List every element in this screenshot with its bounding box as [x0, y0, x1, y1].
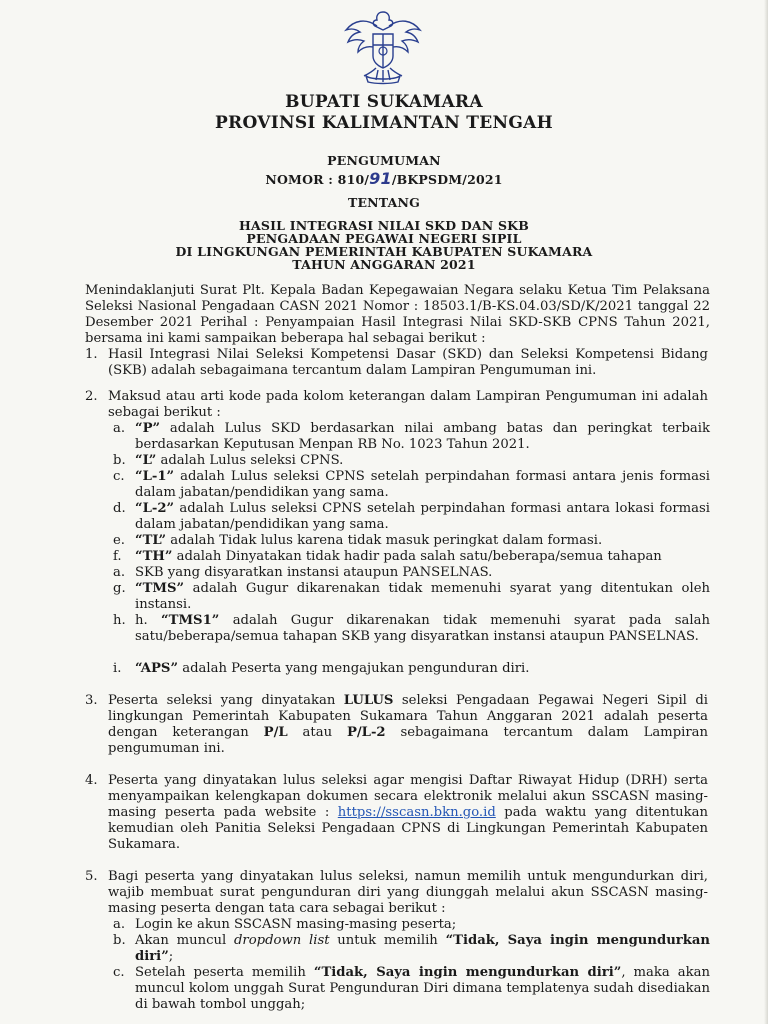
- item3-part-c: seleksi Pengadaan Pegawai Negeri Sipil di lingkungan Pemerintah Kabupaten Sukamara Tahun Anggaran 2021 adalah peserta dengan keterangan: [108, 693, 709, 740]
- step-c-part2: , maka akan muncul kolom unggah Surat Pengunduran Diri dimana templatenya sudah disediakan di bawah tombol unggah;: [135, 965, 710, 1012]
- code-item-tms1: [135, 613, 710, 645]
- header-province: PROVINSI KALIMANTAN TENGAH: [214, 113, 554, 133]
- code-tms-desc: adalah Gugur dikarenakan tidak memenuhi syarat yang ditentukan oleh instansi.: [135, 581, 710, 612]
- item-text-3: [108, 693, 708, 757]
- step-c-bold: “Tidak, Saya ingin mengundurkan diri”: [313, 965, 622, 980]
- code-aps-desc: adalah Peserta yang mengajukan pengunduran diri.: [178, 661, 530, 676]
- step-b-italic: dropdown list: [233, 933, 330, 948]
- item-number-1: 1.: [85, 347, 98, 362]
- code-letter-i: i.: [113, 661, 122, 676]
- number-suffix: /BKPSDM/2021: [391, 172, 503, 187]
- item-text-1: Hasil Integrasi Nilai Seleksi Kompetensi Dasar (SKD) dan Seleksi Kompetensi Bidang (SKB) adalah sebagaimana tercantum dalam Lampiran Pengumuman ini.: [108, 347, 708, 378]
- item-number-2: 2.: [85, 389, 98, 404]
- code-tms1-prefix: h.: [135, 613, 162, 628]
- step-login: Login ke akun SSCASN masing-masing peserta;: [135, 917, 457, 932]
- step-letter-a: a.: [113, 917, 126, 932]
- code-letter-g: g.: [113, 581, 126, 596]
- code-item-l2: [135, 501, 710, 533]
- code-tms1-desc: adalah Gugur dikarenakan tidak memenuhi syarat pada salah satu/beberapa/semua tahapan SKB yang disyaratkan instansi ataupun PANSELNAS.: [135, 613, 710, 644]
- code-letter-e: e.: [113, 533, 125, 548]
- code-letter-d: d.: [113, 501, 126, 516]
- item3-code-pl: P/L: [263, 725, 288, 740]
- code-l-desc: adalah Lulus seleksi CPNS.: [156, 453, 344, 468]
- code-letter-f2: a.: [113, 565, 126, 580]
- code-l1-desc: adalah Lulus seleksi CPNS setelah perpindahan formasi antara jenis formasi dalam jabatan/pendidikan yang sama.: [135, 469, 710, 500]
- item-number-4: 4.: [85, 773, 98, 788]
- code-letter-h: h.: [113, 613, 126, 628]
- sscasn-link[interactable]: https://sscasn.bkn.go.id: [337, 805, 496, 820]
- item3-lulus: LULUS: [343, 693, 394, 708]
- code-item-l1: [135, 469, 710, 501]
- item4-part-a: Peserta yang dinyatakan lulus seleksi agar mengisi Daftar Riwayat Hidup (DRH) serta menyampaikan kelengkapan dokumen secara elektronik melalui akun SSCASN masing-masing peserta pada website :: [108, 773, 708, 820]
- code-item-tms: [135, 581, 710, 613]
- item3-part-a: Peserta seleksi yang dinyatakan: [108, 693, 344, 708]
- code-letter-b: b.: [113, 453, 126, 468]
- title-line-4: TAHUN ANGGARAN 2021: [292, 257, 476, 272]
- intro-paragraph: Menindaklanjuti Surat Plt. Kepala Badan Kepegawaian Negara selaku Ketua Tim Pelaksana Seleksi Nasional Pengadaan CASN 2021 Nomor : 18503.1/B-KS.04.03/SD/K/2021 tanggal 22 Desember 2021 Perihal : Penyampaian Hasil Integrasi Nilai SKD-SKB CPNS Tahun 2021, bersama ini kami sampaikan beberapa hal sebagai berikut :: [85, 283, 710, 346]
- code-l2: “L-2”: [135, 501, 175, 516]
- item3-part-e: atau: [287, 725, 347, 740]
- code-aps: “APS”: [135, 661, 179, 676]
- item3-part-g: sebagaimana tercantum dalam Lampiran pengumuman ini.: [108, 725, 709, 756]
- code-item-aps: [135, 661, 710, 677]
- item-number-5: 5.: [85, 869, 98, 884]
- code-l: “L”: [135, 453, 157, 468]
- header-regent: BUPATI SUKAMARA: [285, 92, 483, 112]
- item3-code-pl2: P/L-2: [346, 725, 386, 740]
- code-item-th: [135, 549, 710, 565]
- item-text-2: Maksud atau arti kode pada kolom keterangan dalam Lampiran Pengumuman ini adalah sebagai berikut :: [108, 389, 708, 420]
- item4-part-b: pada waktu yang ditentukan kemudian oleh Panitia Seleksi Pengadaan CPNS di Lingkungan Pemerintah Kabupaten Sukamara.: [108, 805, 708, 852]
- step-b-part1: Akan muncul: [135, 933, 234, 948]
- code-p-desc: adalah Lulus SKD berdasarkan nilai ambang batas dan peringkat terbaik berdasarkan Keputusan Menpan RB No. 1023 Tahun 2021.: [135, 421, 710, 452]
- item-text-4: [108, 773, 708, 853]
- code-l1: “L-1”: [135, 469, 175, 484]
- code-tms1: “TMS1”: [161, 613, 220, 628]
- title-line-1: HASIL INTEGRASI NILAI SKD DAN SKB: [238, 218, 530, 233]
- title-line-3: DI LINGKUNGAN PEMERINTAH KABUPATEN SUKAMARA: [175, 244, 593, 259]
- code-tms: “TMS”: [135, 581, 185, 596]
- step-upload: [135, 965, 710, 1013]
- code-l2-desc: adalah Lulus seleksi CPNS setelah perpindahan formasi antara lokasi formasi dalam jabatan/pendidikan yang sama.: [135, 501, 710, 532]
- step-letter-c: c.: [113, 965, 125, 980]
- code-item-l: [135, 453, 710, 469]
- item-number-3: 3.: [85, 693, 98, 708]
- code-th-desc: adalah Dinyatakan tidak hadir pada salah satu/beberapa/semua tahapan: [172, 549, 662, 564]
- code-th: “TH”: [135, 549, 173, 564]
- announcement-number: [0, 169, 768, 188]
- announcement-label: PENGUMUMAN: [327, 153, 441, 168]
- code-item-p: [135, 421, 710, 453]
- garuda-emblem-icon: [340, 6, 426, 86]
- scan-edge-shadow: [764, 0, 768, 1024]
- code-item-th-cont: SKB yang disyaratkan instansi ataupun PANSELNAS.: [135, 565, 493, 580]
- step-b-bold: “Tidak, Saya ingin mengundurkan diri”: [135, 933, 710, 964]
- code-item-tl: [135, 533, 710, 549]
- code-tl-desc: adalah Tidak lulus karena tidak masuk peringkat dalam formasi.: [166, 533, 603, 548]
- code-tl: “TL”: [135, 533, 167, 548]
- step-letter-b: b.: [113, 933, 126, 948]
- step-b-part3: ;: [168, 949, 174, 964]
- code-letter-f: f.: [113, 549, 122, 564]
- code-p: “P”: [135, 421, 161, 436]
- about-label: TENTANG: [347, 195, 421, 210]
- step-dropdown: [135, 933, 710, 965]
- item-text-5: Bagi peserta yang dinyatakan lulus seleksi, namun memilih untuk mengundurkan diri, wajib membuat surat pengunduran diri yang diunggah melalui akun SSCASN masing-masing peserta dengan tata cara sebagai berikut :: [108, 869, 708, 916]
- handwritten-number: 91: [369, 169, 392, 188]
- title-line-2: PENGADAAN PEGAWAI NEGERI SIPIL: [246, 231, 522, 246]
- number-prefix: NOMOR : 810/: [265, 172, 370, 187]
- step-b-part2: untuk memilih: [329, 933, 446, 948]
- code-letter-a: a.: [113, 421, 126, 436]
- step-c-part1: Setelah peserta memilih: [135, 965, 314, 980]
- code-letter-c: c.: [113, 469, 125, 484]
